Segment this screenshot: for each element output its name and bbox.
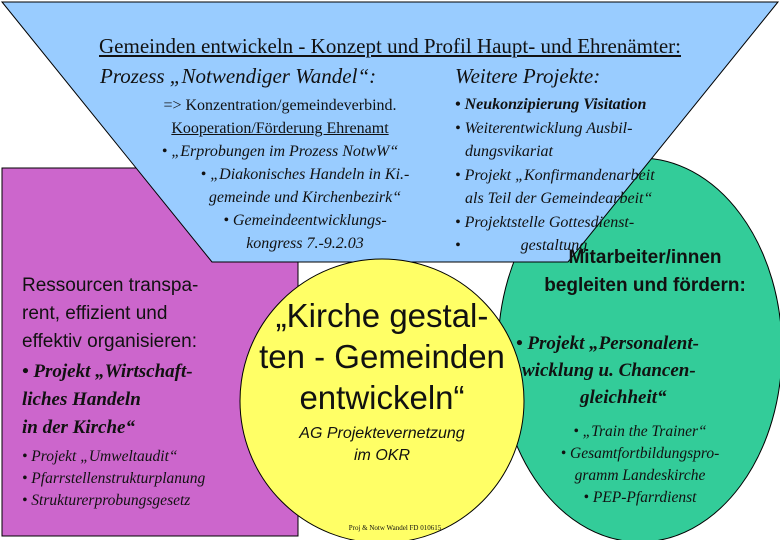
process-line: => Konzentration/gemeindeverbind. — [163, 97, 397, 114]
list-item: • Pfarrstellenstrukturplanung — [22, 470, 206, 487]
footer-note: Proj & Notw Wandel FD 010615 — [348, 524, 442, 532]
projects-line: • Projektstelle Gottesdienst- — [455, 213, 635, 231]
staff-heading: Mitarbeiter/innen begleiten und fördern: — [544, 247, 746, 296]
staff-items — [520, 421, 760, 509]
center-subtitle: AG Projektevernetzung im OKR — [299, 425, 465, 464]
projects-line: • Weiterentwicklung Ausbil- — [455, 119, 633, 137]
projects-line: • Projekt „Konfirmandenarbeit — [455, 166, 655, 184]
projects-line: • gestaltung — [455, 237, 588, 254]
process-line: Kooperation/Förderung Ehrenamt — [171, 120, 389, 137]
list-item: • Projekt „Umweltaudit“ — [22, 448, 178, 465]
process-line: • „Erprobungen im Prozess NotwW“ — [161, 143, 399, 160]
resources-items — [22, 446, 282, 512]
diagram-title: Gemeinden entwickeln - Konzept und Profil Haupt- und Ehrenämter: — [99, 34, 681, 58]
projects-heading: Weitere Projekte: — [455, 64, 601, 88]
list-item: • „Train the Trainer“ — [573, 423, 707, 440]
process-line: gemeinde und Kirchenbezirk“ — [208, 189, 402, 206]
list-item: • Gesamtfortbildungspro- — [560, 445, 720, 462]
projects-line: als Teil der Gemeindearbeit“ — [465, 190, 653, 207]
list-item: • PEP-Pfarrdienst — [583, 489, 697, 506]
list-item: gramm Landeskirche — [574, 467, 706, 484]
process-heading: Prozess „Notwendiger Wandel“: — [100, 64, 377, 88]
list-item: • Strukturerprobungsgesetz — [22, 492, 191, 509]
process-line: • „Diakonisches Handeln in Ki.- — [200, 166, 410, 183]
center-heading: „Kirche gestal- ten - Gemeinden entwickeln“ — [259, 297, 505, 416]
staff-project: • Projekt „Personalent- wicklung u. Chancen- gleichheit“ — [516, 333, 699, 408]
projects-list — [455, 93, 725, 258]
resources-heading: Ressourcen transpa- rent, effizient und effektiv organisieren: — [22, 275, 199, 352]
process-list — [110, 94, 450, 255]
process-line: • Gemeindeentwicklungs- — [223, 212, 387, 229]
projects-line: • Neukonzipierung Visitation — [455, 96, 647, 113]
resources-project: • Projekt „Wirtschaft- liches Handeln in der Kirche“ — [22, 361, 193, 438]
projects-line: dungsvikariat — [465, 143, 553, 160]
process-line: kongress 7.-9.2.03 — [246, 235, 364, 252]
